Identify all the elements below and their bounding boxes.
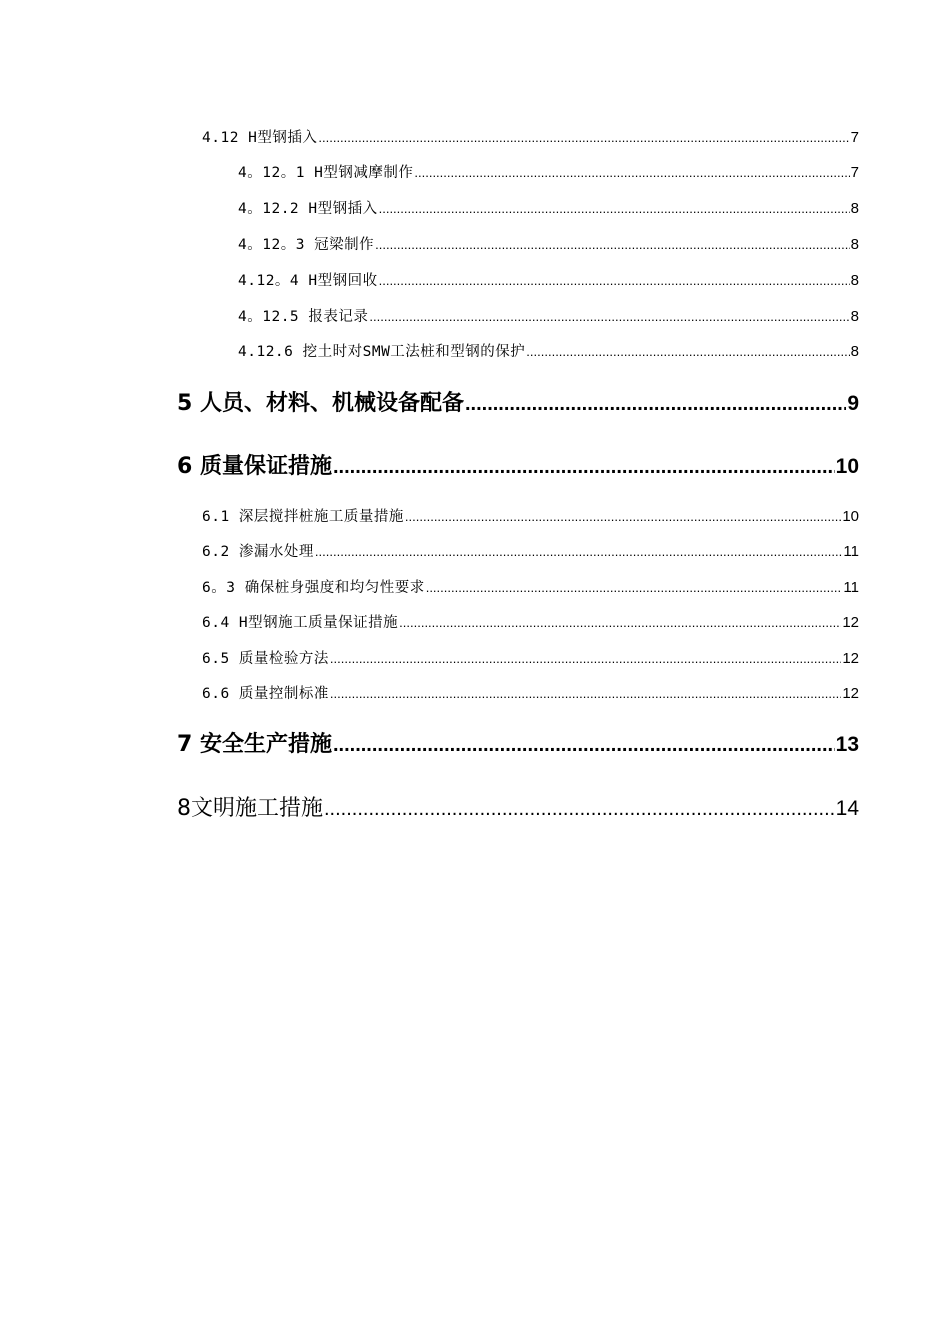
toc-leader-dots bbox=[375, 237, 850, 252]
toc-entry-4-12-3[interactable] bbox=[238, 233, 859, 254]
toc-leader-dots bbox=[399, 615, 841, 630]
toc-leader-dots bbox=[526, 344, 849, 359]
toc-entry-title: 4.12 H型钢插入 bbox=[202, 130, 318, 146]
toc-entry-page: 9 bbox=[847, 392, 859, 415]
toc-entry-title: 4.12.6 挖土时对SMW工法桩和型钢的保护 bbox=[238, 344, 526, 360]
toc-entry-4-12-5[interactable] bbox=[238, 305, 859, 326]
toc-leader-dots bbox=[330, 651, 841, 666]
toc-entry-8[interactable] bbox=[177, 791, 859, 822]
toc-entry-4-12-6[interactable] bbox=[238, 340, 859, 361]
toc-entry-title: 4。12。1 H型钢减摩制作 bbox=[238, 165, 414, 181]
toc-entry-title: 4.12。4 H型钢回收 bbox=[238, 273, 378, 289]
toc-entry-5[interactable] bbox=[177, 386, 859, 417]
toc-entry-6-4[interactable] bbox=[202, 611, 859, 632]
toc-leader-dots bbox=[318, 130, 849, 145]
toc-entry-title: 6.2 渗漏水处理 bbox=[202, 544, 314, 560]
toc-entry-page: 10 bbox=[835, 455, 859, 478]
toc-entry-7[interactable] bbox=[177, 727, 859, 758]
toc-entry-page: 8 bbox=[850, 272, 859, 289]
toc-leader-dots bbox=[333, 734, 835, 757]
toc-entry-page: 14 bbox=[835, 797, 859, 820]
toc-entry-page: 8 bbox=[850, 236, 859, 253]
toc-entry-title: 4。12.2 H型钢插入 bbox=[238, 201, 378, 217]
toc-entry-page: 8 bbox=[850, 308, 859, 325]
toc-leader-dots bbox=[465, 393, 846, 416]
toc-entry-6-5[interactable] bbox=[202, 647, 859, 668]
toc-entry-title: 4。12。3 冠梁制作 bbox=[238, 237, 375, 253]
toc-entry-page: 13 bbox=[835, 733, 859, 756]
toc-entry-page: 7 bbox=[850, 129, 859, 146]
toc-entry-6-6[interactable] bbox=[202, 682, 859, 703]
toc-entry-page: 8 bbox=[850, 200, 859, 217]
toc-leader-dots bbox=[379, 201, 850, 216]
toc-leader-dots bbox=[426, 580, 843, 595]
toc-leader-dots bbox=[379, 273, 850, 288]
toc-entry-4-12-2[interactable] bbox=[238, 197, 859, 218]
toc-entry-page: 7 bbox=[850, 164, 859, 181]
toc-leader-dots bbox=[315, 544, 843, 559]
toc-entry-title: 6。3 确保桩身强度和均匀性要求 bbox=[202, 580, 425, 596]
toc-entry-4-12-4[interactable] bbox=[238, 269, 859, 290]
toc-entry-page: 10 bbox=[842, 508, 859, 525]
toc-entry-page: 12 bbox=[842, 650, 859, 667]
toc-entry-title: 6 质量保证措施 bbox=[177, 454, 332, 479]
toc-leader-dots bbox=[333, 456, 835, 479]
toc-leader-dots bbox=[405, 509, 841, 524]
toc-entry-page: 11 bbox=[843, 543, 859, 560]
toc-leader-dots bbox=[324, 798, 835, 821]
toc-entry-4-12-1[interactable] bbox=[238, 161, 859, 182]
toc-entry-page: 12 bbox=[842, 614, 859, 631]
toc-entry-6-1[interactable] bbox=[202, 505, 859, 526]
toc-entry-6[interactable] bbox=[177, 449, 859, 480]
toc-entry-6-3[interactable] bbox=[202, 576, 859, 597]
toc-entry-title: 4。12.5 报表记录 bbox=[238, 309, 369, 325]
toc-leader-dots bbox=[369, 309, 849, 324]
toc-entry-page: 12 bbox=[842, 685, 859, 702]
toc-entry-title: 5 人员、材料、机械设备配备 bbox=[177, 391, 464, 416]
toc-entry-title: 7 安全生产措施 bbox=[177, 732, 332, 757]
toc-leader-dots bbox=[414, 165, 849, 180]
toc-leader-dots bbox=[330, 686, 841, 701]
toc-entry-title: 6.5 质量检验方法 bbox=[202, 651, 329, 667]
toc-entry-title: 6.6 质量控制标准 bbox=[202, 686, 329, 702]
toc-entry-page: 11 bbox=[843, 579, 859, 596]
toc-entry-4-12[interactable] bbox=[202, 126, 859, 147]
toc-entry-title: 6.1 深层搅拌桩施工质量措施 bbox=[202, 509, 404, 525]
toc-entry-6-2[interactable] bbox=[202, 540, 859, 561]
toc-entry-title: 6.4 H型钢施工质量保证措施 bbox=[202, 615, 399, 631]
toc-entry-title: 8文明施工措施 bbox=[177, 796, 323, 821]
toc-entry-page: 8 bbox=[850, 343, 859, 360]
